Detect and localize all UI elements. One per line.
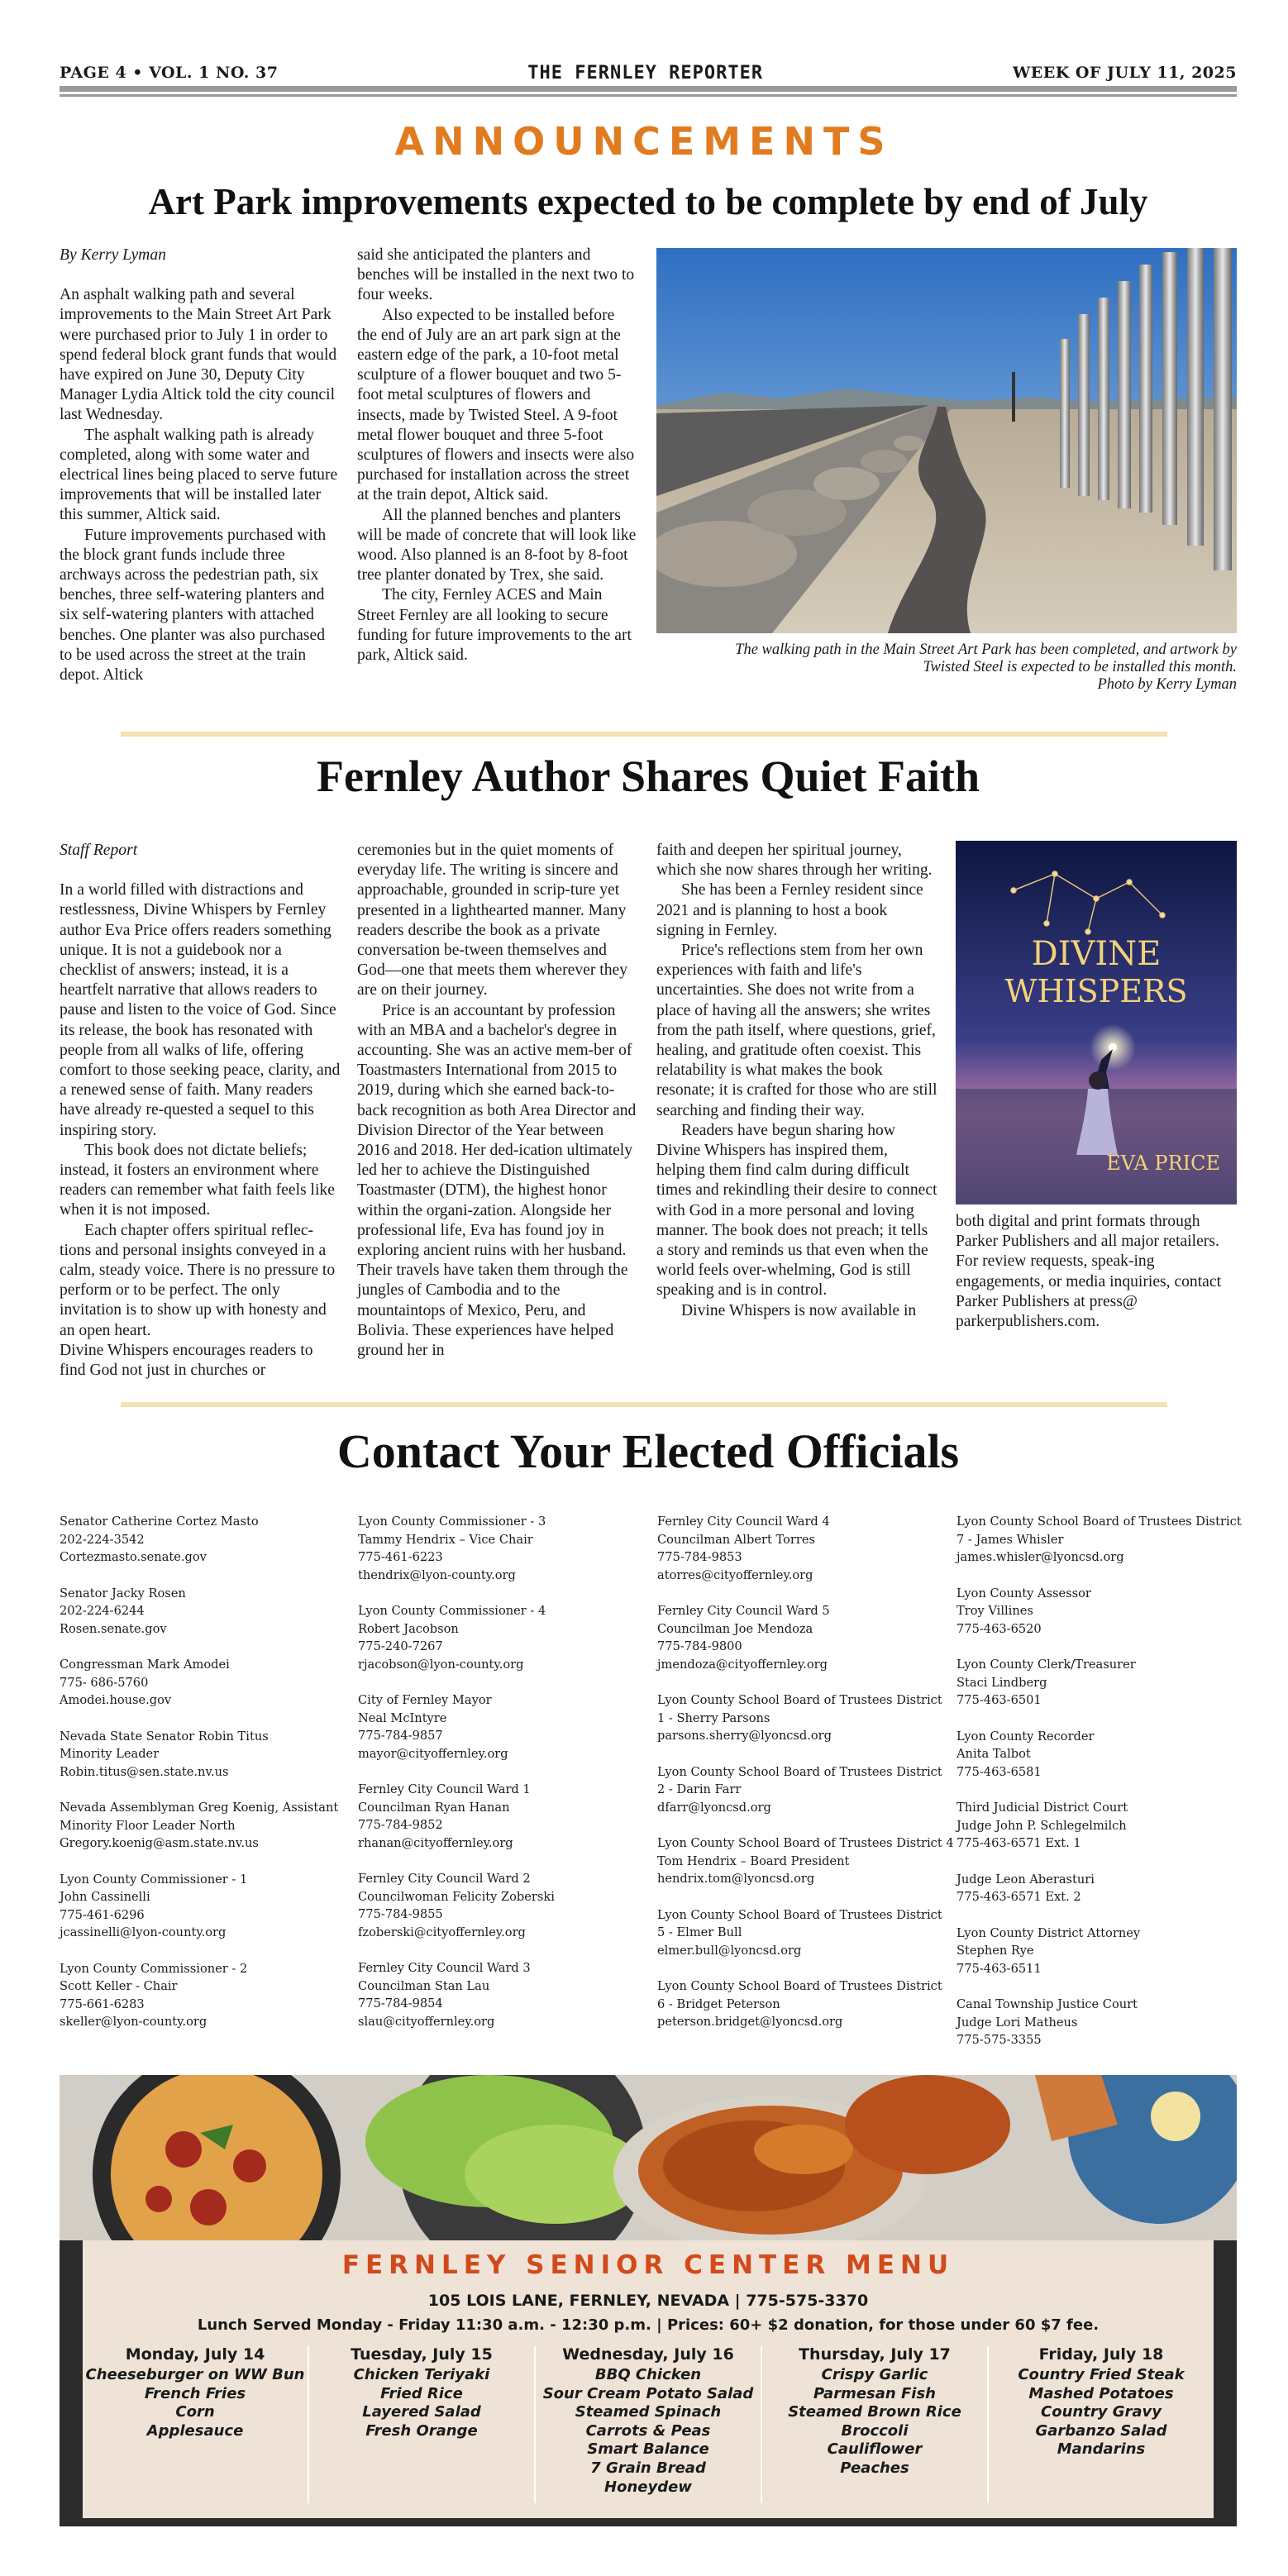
paragraph: said she anticipated the planters and benches will be installed in the next two to four weeks.: [357, 246, 635, 304]
menu-day-heading: Friday, July 18: [1038, 2345, 1164, 2364]
menu-day-friday: [989, 2345, 1214, 2459]
menu-item: Broccoli: [841, 2421, 909, 2440]
official-entry: Lyon County School Board of Trustees District 1 - Sherry Parsons parsons.sherry@lyoncsd.org: [657, 1693, 942, 1743]
official-entry: Lyon County Assessor Troy Villines 775-463-6520: [956, 1586, 1091, 1636]
masthead-rule: [60, 86, 1237, 92]
official-entry: Congressman Mark Amodei 775- 686-5760 Amodei.house.gov: [60, 1658, 230, 1707]
menu-item: Steamed Brown Rice: [788, 2403, 961, 2421]
officials-col-3: [657, 1513, 954, 2049]
art-park-col-1: [60, 246, 341, 685]
menu-day-heading: Tuesday, July 15: [351, 2345, 493, 2364]
author-headline: Fernley Author Shares Quiet Faith: [316, 751, 980, 801]
official-entry: Lyon County School Board of Trustees District 6 - Bridget Peterson peterson.bridget@lyoncsd.org: [657, 1979, 942, 2029]
official-entry: Lyon County Commissioner - 4 Robert Jacobson 775-240-7267 rjacobson@lyon-county.org: [358, 1604, 546, 1672]
author-col-2: [357, 841, 638, 1361]
official-entry: Judge Leon Aberasturi 775-463-6571 Ext. 2: [956, 1872, 1095, 1904]
paragraph: In a world filled with distractions and restlessness, Divine Whispers by Fernley author Eva Price offers readers something unique. It is not a guidebook nor a checklist of answers; instead, it is a heartfelt narrative that allows readers to pause and listen to the voice of God. Since its release, the book has resonated with people from all walks of life, offering comfort to those seeking peace, clarity, and a renewed sense of faith. Many readers have already re-quested a sequel to this inspiring story.: [60, 881, 341, 1139]
paragraph: Also expected to be installed before the end of July are an art park sign at the eastern edge of the park, a 10-foot metal sculpture of a flower bouquet and two 5-foot metal sculptures of flowers and insects, made by Twisted Steel. A 9-foot metal flower bouquet and three 5-foot sculptures of flowers and insects were also purchased for installation across the street at the train depot, Altick said.: [357, 306, 635, 504]
official-entry: Third Judicial District Court Judge John P. Schlegelmilch 775-463-6571 Ext. 1: [956, 1801, 1128, 1850]
page-info: PAGE 4 • VOL. 1 NO. 37: [60, 64, 279, 82]
walking-path-image: [656, 248, 1237, 633]
food-banner-image: [60, 2075, 1237, 2240]
menu-item: Country Gravy: [1041, 2403, 1162, 2421]
menu-item: Chicken Teriyaki: [353, 2366, 490, 2383]
book-cover: [956, 841, 1237, 1205]
menu-item: Smart Balance: [587, 2440, 709, 2459]
officials-col-4: [956, 1513, 1242, 2068]
menu-day-heading: Wednesday, July 16: [562, 2345, 734, 2364]
art-park-caption: [656, 642, 1237, 694]
official-entry: Lyon County Recorder Anita Talbot 775-463-6581: [956, 1729, 1095, 1779]
menu-item: Corn: [175, 2403, 215, 2421]
official-entry: Lyon County School Board of Trustees District 7 - James Whisler james.whisler@lyoncsd.org: [956, 1515, 1242, 1564]
official-entry: Lyon County Commissioner - 1 John Cassinelli 775-461-6296 jcassinelli@lyon-county.org: [60, 1872, 248, 1939]
menu-item: Cauliflower: [827, 2440, 923, 2459]
art-park-headline: Art Park improvements expected to be complete by end of July: [148, 181, 1148, 222]
menu-item: Garbanzo Salad: [1035, 2421, 1167, 2440]
menu-item: Carrots & Peas: [585, 2421, 711, 2440]
official-entry: Senator Catherine Cortez Masto 202-224-3542 Cortezmasto.senate.gov: [60, 1515, 259, 1564]
paragraph: Each chapter offers spiritual reflec-tions and personal insights conveyed in a calm, steady voice. There is no pressure to perform or to be perfect. The only invitation is to show up with honesty and an open heart.: [60, 1221, 336, 1339]
official-entry: Nevada State Senator Robin Titus Minority Leader Robin.titus@sen.state.nv.us: [60, 1729, 269, 1779]
menu-item: Parmesan Fish: [813, 2384, 936, 2402]
officials-col-1: [60, 1513, 349, 2049]
menu-item: Fresh Orange: [365, 2421, 478, 2440]
official-entry: Fernley City Council Ward 2 Councilwoman Felicity Zoberski 775-784-9855 fzoberski@cityoffernley.org: [358, 1872, 555, 1939]
menu-day-heading: Monday, July 14: [125, 2345, 265, 2364]
masthead: [60, 61, 1237, 84]
menu-item: Layered Salad: [362, 2403, 481, 2421]
official-entry: Fernley City Council Ward 4 Councilman Albert Torres 775-784-9853 atorres@cityoffernley.org: [657, 1515, 830, 1582]
art-park-byline: By Kerry Lyman: [60, 246, 166, 264]
masthead-rule-thin: [60, 94, 1237, 97]
menu-item: Mashed Potatoes: [1028, 2384, 1174, 2402]
official-entry: Lyon County Commissioner - 2 Scott Keller - Chair 775-661-6283 skeller@lyon-county.org: [60, 1961, 248, 2029]
official-entry: Lyon County Commissioner - 3 Tammy Hendrix – Vice Chair 775-461-6223 thendrix@lyon-county.org: [358, 1515, 546, 1582]
author-byline: Staff Report: [60, 842, 138, 859]
paragraph: faith and deepen her spiritual journey, which she now shares through her writing.: [656, 842, 933, 880]
menu-title: FERNLEY SENIOR CENTER MENU: [341, 2250, 955, 2280]
official-entry: Fernley City Council Ward 3 Councilman Stan Lau 775-784-9854 slau@cityoffernley.org: [358, 1961, 531, 2029]
menu-item: Mandarins: [1057, 2440, 1146, 2459]
section-divider: [121, 1402, 1167, 1407]
menu-item: Crispy Garlic: [821, 2366, 928, 2383]
author-col-4: [956, 1212, 1237, 1332]
paragraph: Divine Whispers encourages readers to find God not just in churches or: [60, 1341, 313, 1380]
official-entry: Fernley City Council Ward 1 Councilman Ryan Hanan 775-784-9852 rhanan@cityoffernley.org: [358, 1782, 531, 1850]
paragraph: This book does not dictate beliefs; instead, it fosters an environment where readers can remember what faith feels like when it is not imposed.: [60, 1141, 335, 1219]
paragraph: An asphalt walking path and several improvements to the Main Street Art Park were purchased prior to July 1 in order to spend federal block grant funds that would have expired on June 30, Deputy City Manager Lydia Altick told the city council last Wednesday.: [60, 286, 337, 424]
paragraph: Price's reflections stem from her own experiences with faith and life's uncertainties. She does not write from a place of having all the answers; she writes from the path itself, where questions, grief, healing, and gratitude often coexist. This relatability is what makes the book resonate; it is crafted for those who are still searching and finding their way.: [656, 942, 937, 1119]
section-label: ANNOUNCEMENTS: [394, 119, 894, 164]
menu-item: Sour Cream Potato Salad: [542, 2384, 754, 2402]
paragraph: The asphalt walking path is already completed, along with some water and electrical lines being placed to serve future improvements that will be installed later this summer, Altick said.: [60, 426, 338, 524]
caption-line: The walking path in the Main Street Art Park has been completed, and artwork by: [735, 642, 1237, 658]
menu-day-tuesday: [309, 2345, 534, 2440]
section-divider: [121, 732, 1167, 737]
official-entry: City of Fernley Mayor Neal McIntyre 775-784-9857 mayor@cityoffernley.org: [358, 1693, 508, 1761]
menu-day-thursday: [762, 2345, 987, 2478]
menu-item: Honeydew: [604, 2478, 692, 2496]
menu-item: Steamed Spinach: [575, 2403, 722, 2421]
menu-item: Fried Rice: [380, 2384, 463, 2402]
official-entry: Lyon County Clerk/Treasurer Staci Lindberg 775-463-6501: [956, 1658, 1136, 1707]
paragraph: She has been a Fernley resident since 2021 and is planning to host a book signing in Fernley.: [656, 881, 923, 939]
officials-col-2: [358, 1513, 647, 2049]
cover-title-2: WHISPERS: [1004, 973, 1188, 1009]
menu-item: BBQ Chicken: [594, 2366, 702, 2383]
author-col-3: [656, 841, 937, 1321]
photo-credit: Photo by Kerry Lyman: [1097, 676, 1237, 693]
official-entry: Lyon County School Board of Trustees District 5 - Elmer Bull elmer.bull@lyoncsd.org: [657, 1907, 942, 1958]
caption-line: Twisted Steel is expected to be installed this month.: [923, 659, 1237, 675]
menu-info: Lunch Served Monday - Friday 11:30 a.m. - 12:30 p.m. | Prices: 60+ $2 donation, for those under 60 $7 fee.: [197, 2316, 1100, 2334]
paper-name: THE FERNLEY REPORTER: [527, 62, 764, 83]
menu-day-heading: Thursday, July 17: [799, 2345, 951, 2364]
official-entry: Nevada Assemblyman Greg Koenig, Assistant Minority Floor Leader North Gregory.koenig@asm.state.nv.us: [60, 1801, 339, 1850]
menu-item: Peaches: [840, 2459, 909, 2477]
paragraph: Future improvements purchased with the block grant funds include three archways across the pedestrian path, six benches, three self-watering planters and six self-watering planters with attached benches. One planter was also purchased to be used across the street at the train depot. Altick: [60, 526, 327, 685]
art-park-photo: [656, 248, 1237, 633]
officials-headline: Contact Your Elected Officials: [336, 1424, 960, 1478]
paragraph: both digital and print formats through Parker Publishers and all major retailers. For review requests, speak-ing engagements, or media inquiries, contact Parker Publishers at press@ parkerpublishers.com.: [956, 1213, 1222, 1331]
paragraph: The city, Fernley ACES and Main Street Fernley are all looking to secure funding for future improvements to the art park, Altick said.: [357, 586, 632, 665]
menu-food-photo: [60, 2075, 1237, 2240]
official-entry: Lyon County District Attorney Stephen Rye 775-463-6511: [956, 1925, 1141, 1976]
menu-item: Country Fried Steak: [1018, 2366, 1185, 2383]
menu-item: Cheeseburger on WW Bun: [85, 2366, 305, 2383]
paragraph: ceremonies but in the quiet moments of everyday life. The writing is sincere and approachable, grounded in scrip-ture yet presented in a lighthearted manner. Many readers describe the book as a private conversation be-tween themselves and God—one that meets them wherever they are on their journey.: [357, 842, 627, 999]
paragraph: Readers have begun sharing how Divine Whispers has inspired them, helping them find calm during difficult times and rekindling their desire to connect with God in a more personal and loving manner. The book does not preach; it tells a story and reminds us that even when the world feels over-whelming, God is still speaking and is in control.: [656, 1121, 937, 1300]
paragraph: Price is an accountant by profession with an MBA and a bachelor's degree in accounting. She was an active mem-ber of Toastmasters International from 2015 to 2019, during which she earned back-to-back recognition as both Area Director and Division Director of the Year between 2016 and 2018. Her ded-ication ultimately led her to achieve the Distinguished Toastmaster (DTM), the highest honor within the organi-zation. Alongside her professional life, Eva has found joy in exploring ancient ruins with her husband. Their travels have taken them through the jungles of Cambodia and to the mountaintops of Mexico, Peru, and Bolivia. These experiences have helped ground her in: [357, 1001, 637, 1360]
menu-item: French Fries: [144, 2384, 246, 2402]
paragraph: Divine Whispers is now available in: [681, 1301, 917, 1319]
week-date: WEEK OF JULY 11, 2025: [1012, 64, 1237, 82]
menu-address: 105 LOIS LANE, FERNLEY, NEVADA | 775-575-3370: [427, 2292, 869, 2310]
official-entry: Lyon County School Board of Trustees District 4 Tom Hendrix – Board President hendrix.tom@lyoncsd.org: [657, 1836, 954, 1886]
menu-day-monday: [83, 2345, 308, 2440]
cover-author: EVA PRICE: [1106, 1152, 1220, 1175]
official-entry: Lyon County School Board of Trustees District 2 - Darin Farr dfarr@lyoncsd.org: [657, 1764, 942, 1815]
official-entry: Canal Township Justice Court Judge Lori Matheus 775-575-3355: [956, 1997, 1138, 2047]
art-park-col-2: [357, 246, 638, 665]
menu-item: 7 Grain Bread: [590, 2459, 706, 2477]
menu-day-wednesday: [536, 2345, 761, 2497]
menu-item: Applesauce: [146, 2421, 244, 2440]
book-cover-image: [956, 841, 1237, 1205]
official-entry: Senator Jacky Rosen 202-224-6244 Rosen.senate.gov: [60, 1586, 186, 1636]
cover-title-1: DIVINE: [1031, 935, 1162, 973]
official-entry: Fernley City Council Ward 5 Councilman Joe Mendoza 775-784-9800 jmendoza@cityoffernley.org: [657, 1604, 830, 1672]
paragraph: All the planned benches and planters will be made of concrete that will look like wood. Also planned is an 8-foot by 8-foot tree planter donated by Trex, she said.: [357, 506, 637, 584]
author-col-1: [60, 841, 341, 1381]
